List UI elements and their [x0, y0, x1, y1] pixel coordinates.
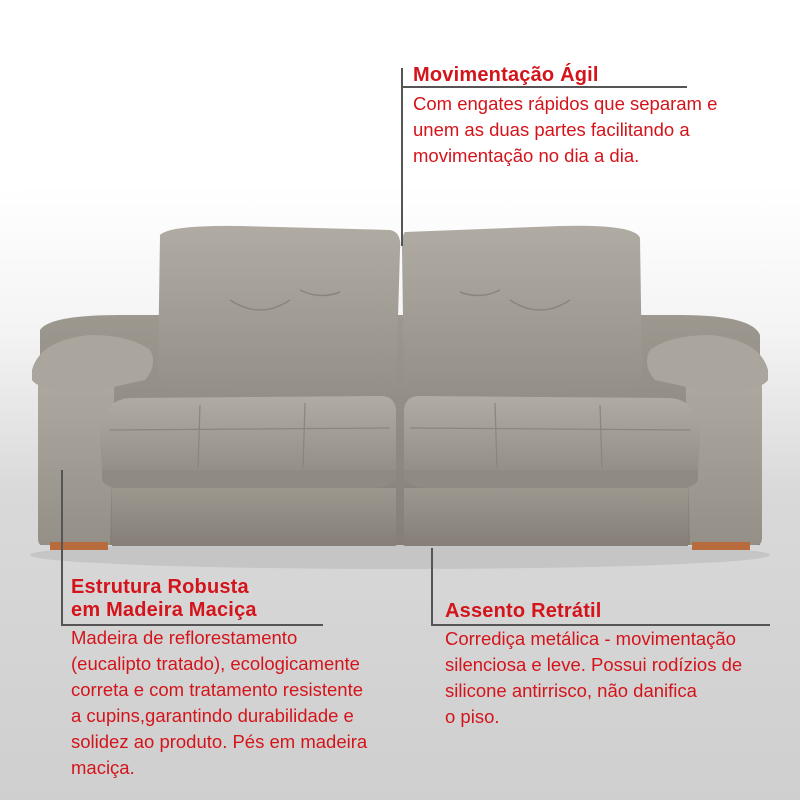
annotation-line: movimentação no dia a dia. — [413, 145, 640, 166]
annotation-line: (eucalipto tratado), ecologicamente — [71, 653, 360, 674]
annotation-body — [445, 626, 797, 730]
annotation-title — [71, 576, 431, 622]
annotation-line: Corrediça metálica - movimentação — [445, 628, 736, 649]
annotation-title: Movimentação Ágil — [413, 64, 599, 86]
connector-line — [61, 470, 63, 624]
annotation-title-line: em Madeira Maciça — [71, 599, 257, 621]
annotation-line: o piso. — [445, 706, 500, 727]
annotation-title: Assento Retrátil — [445, 600, 602, 622]
annotation-line: silicone antirrisco, não danifica — [445, 680, 697, 701]
connector-line — [431, 548, 433, 624]
annotation-body — [71, 625, 431, 781]
annotation-assento — [445, 600, 797, 730]
annotation-line: correta e com tratamento resistente — [71, 679, 364, 700]
annotation-line: unem as duas partes facilitando a — [413, 119, 690, 140]
annotation-line: Madeira de reflorestamento — [71, 627, 298, 648]
annotation-line: silenciosa e leve. Possui rodízios de — [445, 654, 743, 675]
annotation-line: maciça. — [71, 757, 135, 778]
connector-line — [401, 68, 403, 246]
annotation-movimentacao — [413, 64, 798, 169]
annotation-line: solidez ao produto. Pés em madeira — [71, 731, 368, 752]
annotation-line: a cupins,garantindo durabilidade e — [71, 705, 354, 726]
annotation-body — [413, 91, 798, 169]
annotation-title-line: Estrutura Robusta — [71, 576, 249, 598]
annotation-line: Com engates rápidos que separam e — [413, 93, 718, 114]
annotation-estrutura — [71, 576, 431, 781]
